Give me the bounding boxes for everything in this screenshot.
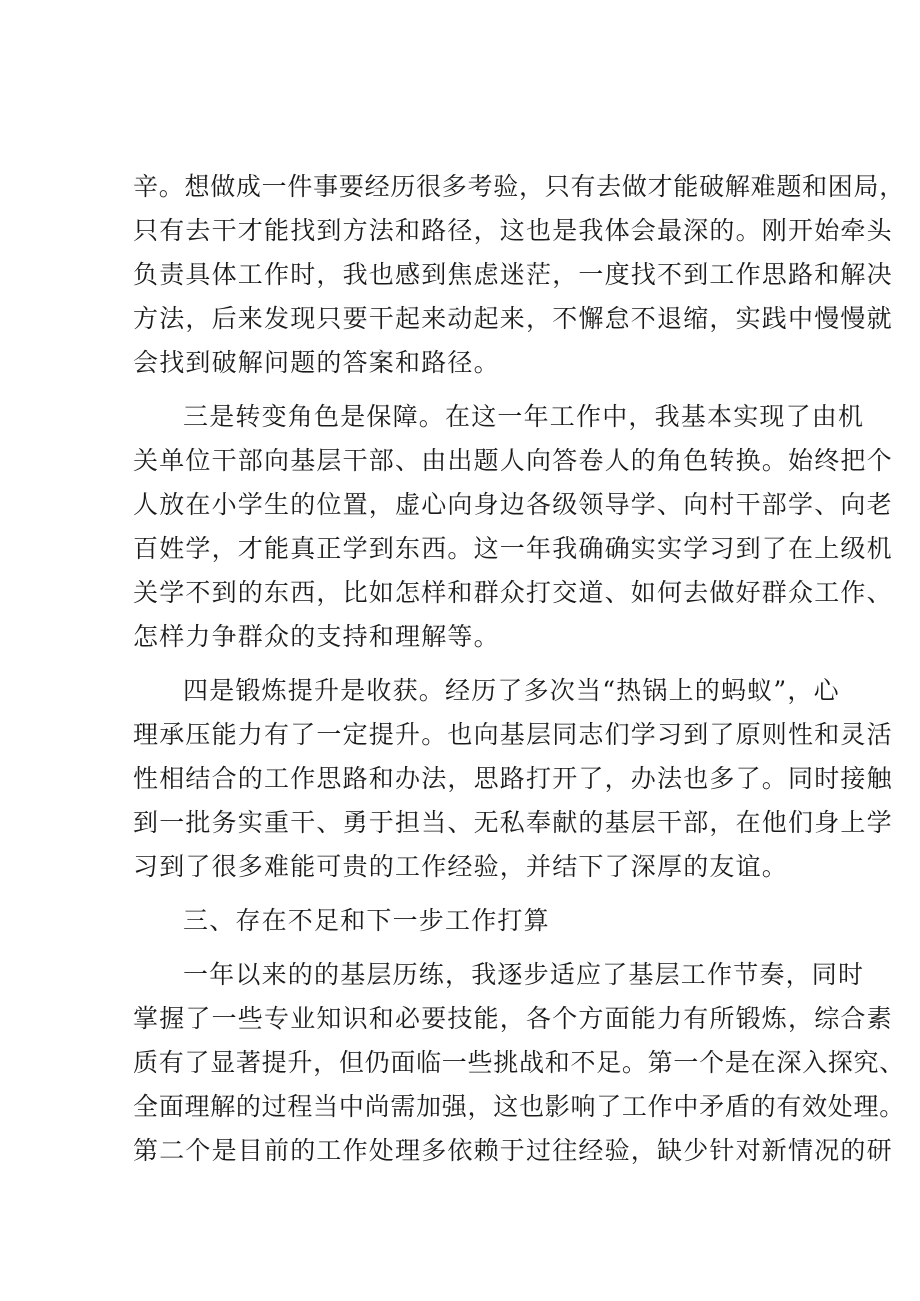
paragraph-5-line-4: 全面理解的过程当中尚需加强，这也影响了工作中矛盾的有效处理。	[133, 1092, 906, 1121]
paragraph-2-line-4: 百姓学，才能真正学到东西。这一年我确确实实学习到了在上级机	[133, 534, 893, 563]
paragraph-2-line-1: 三是转变角色是保障。在这一年工作中，我基本实现了由机	[183, 402, 865, 431]
paragraph-3-line-5: 习到了很多难能可贵的工作经验，并结下了深厚的友谊。	[133, 852, 789, 881]
paragraph-3-line-1: 四是锻炼提升是收获。经历了多次当“热锅上的蚂蚁”，心	[183, 676, 840, 705]
paragraph-5-line-3: 质有了显著提升，但仍面临一些挑战和不足。第一个是在深入探究、	[133, 1048, 906, 1077]
paragraph-1-line-2: 只有去干才能找到方法和路径，这也是我体会最深的。刚开始牵头	[133, 216, 893, 245]
paragraph-1-line-4: 方法，后来发现只要干起来动起来，不懈怠不退缩，实践中慢慢就	[133, 304, 893, 333]
section-heading: 三、存在不足和下一步工作打算	[183, 906, 550, 935]
paragraph-5-line-5: 第二个是目前的工作处理多依赖于过往经验，缺少针对新情况的研	[133, 1136, 893, 1165]
paragraph-2-line-3: 人放在小学生的位置，虚心向身边各级领导学、向村干部学、向老	[133, 490, 893, 519]
paragraph-5-line-1: 一年以来的的基层历练，我逐步适应了基层工作节奏，同时	[183, 960, 865, 989]
paragraph-1-line-5: 会找到破解问题的答案和路径。	[133, 348, 500, 377]
paragraph-2-line-2: 关单位干部向基层干部、由出题人向答卷人的角色转换。始终把个	[133, 446, 893, 475]
paragraph-3-line-4: 到一批务实重干、勇于担当、无私奉献的基层干部，在他们身上学	[133, 808, 893, 837]
paragraph-3-line-3: 性相结合的工作思路和办法，思路打开了，办法也多了。同时接触	[133, 764, 893, 793]
paragraph-5-line-2: 掌握了一些专业知识和必要技能，各个方面能力有所锻炼，综合素	[133, 1004, 893, 1033]
paragraph-2-line-6: 怎样力争群众的支持和理解等。	[133, 622, 500, 651]
paragraph-3-line-2: 理承压能力有了一定提升。也向基层同志们学习到了原则性和灵活	[133, 720, 893, 749]
paragraph-2-line-5: 关学不到的东西，比如怎样和群众打交道、如何去做好群众工作、	[133, 578, 893, 607]
paragraph-1-line-3: 负责具体工作时，我也感到焦虑迷茫，一度找不到工作思路和解决	[133, 260, 893, 289]
paragraph-1-line-1: 辛。想做成一件事要经历很多考验，只有去做才能破解难题和困局，	[133, 172, 906, 201]
